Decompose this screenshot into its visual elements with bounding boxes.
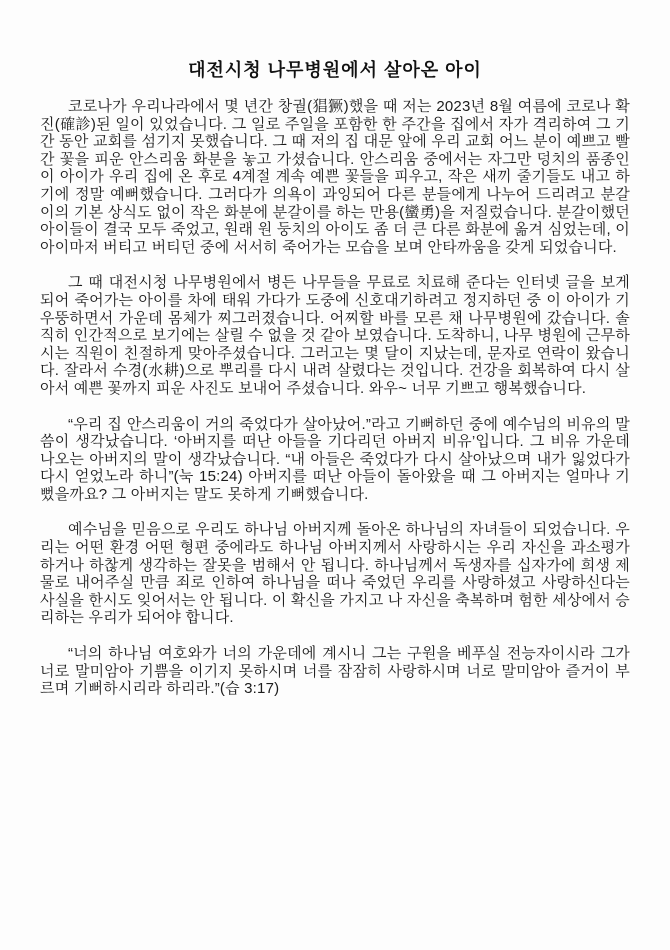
paragraph-application: 예수님을 믿음으로 우리도 하나님 아버지께 돌아온 하나님의 자녀들이 되었습니다. 우리는 어떤 환경 어떤 형편 중에라도 하나님 아버지께서 사랑하시는 우리 자신을 과소평가하거나 하찮게 생각하는 잘못을 범해서 안 됩니다. 하나님께서 독생자를 십자가에 희생 제물로 내어주실 만큼 죄로 인하여 하나님을 떠나 죽었던 우리를 사랑하셨고 사랑하신다는 사실을 한시도 잊어서는 안 됩니다. 이 확신을 가지고 나 자신을 축복하며 험한 세상에서 승리하는 우리가 되어야 합니다. <box>40 521 630 627</box>
paragraph-anthurium-story: 코로나가 우리나라에서 몇 년간 창궐(猖獗)했을 때 저는 2023년 8월 여름에 코로나 확진(確診)된 일이 있었습니다. 그 일로 주일을 포함한 한 주간을 집에서 자가 격리하여 그 기간 동안 교회를 섬기지 못했습니다. 그 때 저의 집 대문 앞에 우리 교회 어느 분이 예쁘고 빨간 꽃을 피운 안스리움 화분을 놓고 가셨습니다. 안스리움 중에서는 자그만 덩치의 품종인 이 아이가 우리 집에 온 후로 4계절 계속 예쁜 꽃들을 피우고, 작은 새끼 줄기들도 내고 하기에 정말 예뻐했습니다. 그러다가 의욕이 과잉되어 다른 분들에게 나누어 드리려고 분갈이의 기본 상식도 없이 작은 화분에 분갈이를 하는 만용(蠻勇)을 저질렀습니다. 분갈이했던 아이들이 결국 모두 죽었고, 원래 원 둥치의 아이도 좀 더 큰 다른 화분에 옮겨 심었는데, 이 아이마저 버티고 버티던 중에 서서히 죽어가는 모습을 보며 안타까움을 갖게 되었습니다. <box>40 98 630 256</box>
paragraph-tree-hospital: 그 때 대전시청 나무병원에서 병든 나무들을 무료로 치료해 준다는 인터넷 글을 보게 되어 죽어가는 아이를 차에 태워 가다가 도중에 신호대기하려고 정지하던 중 이 아이가 기우뚱하면서 가운데 몸체가 찌그러졌습니다. 어찌할 바를 모른 채 나무병원에 갔습니다. 솔직히 인간적으로 보기에는 살릴 수 없을 것 같아 보였습니다. 도착하니, 나무 병원에 근무하시는 직원이 친절하게 맞아주셨습니다. 그러고는 몇 달이 지났는데, 문자로 연락이 왔습니다. 잘라서 수경(水耕)으로 뿌리를 다시 내려 살렸다는 것입니다. 건강을 회복하여 다시 살아서 예쁜 꽃까지 피운 사진도 보내어 주셨습니다. 와우~ 너무 기쁘고 행복했습니다. <box>40 274 630 397</box>
paragraph-bible-verse: “너의 하나님 여호와가 너의 가운데에 계시니 그는 구원을 베푸실 전능자이시라 그가 너로 말미암아 기쁨을 이기지 못하시며 너를 잠잠히 사랑하시며 너로 말미암아 즐거이 부르며 기뻐하시리라 하리라.”(습 3:17) <box>40 645 630 698</box>
document-title: 대전시청 나무병원에서 살아온 아이 <box>188 60 482 80</box>
paragraph-parable-father: “우리 집 안스리움이 거의 죽었다가 살아났어.”라고 기뻐하던 중에 예수님의 비유의 말씀이 생각났습니다. ‘아버지를 떠난 아들을 기다리던 아버지 비유’입니다. 그 비유 가운데 나오는 아버지의 말이 생각났습니다. “내 아들은 죽었다가 다시 살아났으며 내가 잃었다가 다시 얻었노라 하니”(눅 15:24) 아버지를 떠난 아들이 돌아왔을 때 그 아버지는 얼마나 기뻤을까요? 그 아버지는 말도 못하게 기뻐했습니다. <box>40 415 630 503</box>
